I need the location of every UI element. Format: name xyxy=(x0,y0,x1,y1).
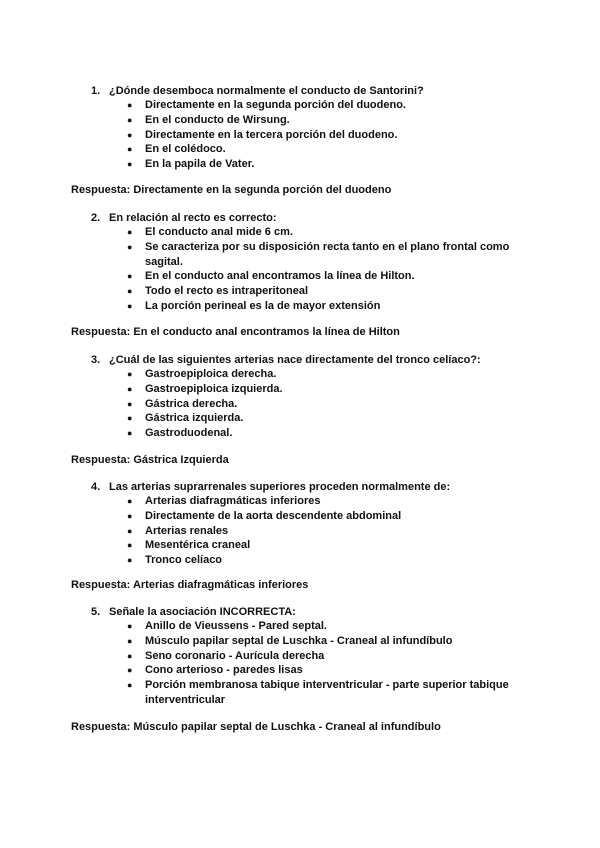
bullet-icon: ● xyxy=(127,114,133,125)
option-text: Porción membranosa tabique interventricular - parte superior tabique interventricular xyxy=(145,679,509,706)
option-text: En el conducto de Wirsung. xyxy=(145,113,290,126)
bullet-icon: ● xyxy=(127,428,133,439)
bullet-icon: ● xyxy=(127,680,133,691)
question-number: 3. xyxy=(91,354,101,366)
option-item xyxy=(127,240,527,270)
bullet-icon: ● xyxy=(127,369,133,379)
options-list-3 xyxy=(127,367,527,441)
option-text: En el conducto anal encontramos la línea de Hilton. xyxy=(145,270,415,283)
option-text: Cono arterioso - paredes lisas xyxy=(145,664,303,677)
bullet-icon: ● xyxy=(127,144,133,155)
question-text: Las arterias suprarrenales superiores proceden normalmente de: xyxy=(109,481,451,493)
bullet-icon: ● xyxy=(127,650,133,661)
option-text: El conducto anal mide 6 cm. xyxy=(145,226,293,238)
option-text: La porción perineal es la de mayor extensión xyxy=(145,299,381,312)
option-text: Anillo de Vieussens - Pared septal. xyxy=(145,620,327,632)
option-item xyxy=(127,678,527,708)
bullet-icon: ● xyxy=(127,241,133,252)
bullet-icon: ● xyxy=(127,129,133,140)
options-list-1 xyxy=(127,98,527,172)
answer-5: Respuesta: Músculo papilar septal de Luschka - Craneal al infundíbulo xyxy=(71,721,441,733)
question-number: 2. xyxy=(91,212,101,224)
option-item xyxy=(127,382,527,397)
bullet-icon: ● xyxy=(127,621,133,631)
question-number: 5. xyxy=(91,606,101,618)
option-text: En el colédoco. xyxy=(145,143,226,156)
option-text: Directamente de la aorta descendente abdominal xyxy=(145,509,402,522)
option-text: Se caracteriza por su disposición recta tanto en el plano frontal como sagital. xyxy=(145,240,510,268)
answer-4: Respuesta: Arterias diafragmáticas inferiores xyxy=(71,579,309,591)
option-item xyxy=(127,299,527,314)
option-item xyxy=(127,128,527,143)
question-1 xyxy=(91,84,424,98)
options-list-2 xyxy=(127,225,527,314)
option-item xyxy=(127,397,527,412)
option-item xyxy=(127,538,527,553)
question-text: Señale la asociación INCORRECTA: xyxy=(109,606,296,618)
option-text: Arterias renales xyxy=(145,524,229,537)
question-5 xyxy=(91,605,296,619)
question-text: En relación al recto es correcto: xyxy=(109,212,277,224)
option-text: Seno coronario - Aurícula derecha xyxy=(145,649,325,662)
bullet-icon: ● xyxy=(127,286,133,297)
question-3 xyxy=(91,353,481,367)
question-2 xyxy=(91,211,277,225)
bullet-icon: ● xyxy=(127,398,133,409)
option-item xyxy=(127,225,527,240)
bullet-icon: ● xyxy=(127,540,133,551)
bullet-icon: ● xyxy=(127,665,133,676)
bullet-icon: ● xyxy=(127,510,133,521)
option-item xyxy=(127,269,527,284)
answer-1: Respuesta: Directamente en la segunda porción del duodeno xyxy=(71,184,392,196)
option-item xyxy=(127,509,527,524)
option-text: Todo el recto es intraperitoneal xyxy=(145,285,308,298)
bullet-icon: ● xyxy=(127,496,133,506)
options-list-4 xyxy=(127,494,527,568)
bullet-icon: ● xyxy=(127,555,133,566)
option-item xyxy=(127,284,527,299)
option-text: Gastroduodenal. xyxy=(145,427,233,440)
option-text: Tronco celíaco xyxy=(145,554,223,567)
option-text: Gástrica derecha. xyxy=(145,397,238,410)
question-4 xyxy=(91,480,450,494)
option-item xyxy=(127,142,527,157)
option-item xyxy=(127,649,527,664)
bullet-icon: ● xyxy=(127,227,133,237)
option-item xyxy=(127,157,527,172)
bullet-icon: ● xyxy=(127,159,133,170)
option-item xyxy=(127,426,527,441)
answer-2: Respuesta: En el conducto anal encontramos la línea de Hilton xyxy=(71,326,400,338)
bullet-icon: ● xyxy=(127,413,133,424)
bullet-icon: ● xyxy=(127,271,133,282)
option-item xyxy=(127,494,527,509)
option-text: Directamente en la segunda porción del duodeno. xyxy=(145,99,406,111)
question-text: ¿Dónde desemboca normalmente el conducto de Santorini? xyxy=(109,85,424,97)
option-text: Gástrica izquierda. xyxy=(145,412,244,425)
question-text: ¿Cuál de las siguientes arterias nace directamente del tronco celíaco?: xyxy=(109,354,481,366)
option-item xyxy=(127,367,527,382)
option-text: Gastroepiploica izquierda. xyxy=(145,382,283,395)
option-item xyxy=(127,619,527,634)
bullet-icon: ● xyxy=(127,383,133,394)
bullet-icon: ● xyxy=(127,525,133,536)
bullet-icon: ● xyxy=(127,300,133,311)
option-item xyxy=(127,663,527,678)
option-text: Gastroepiploica derecha. xyxy=(145,368,277,380)
bullet-icon: ● xyxy=(127,100,133,110)
question-number: 4. xyxy=(91,481,101,493)
option-item xyxy=(127,411,527,426)
option-item xyxy=(127,524,527,539)
answer-3: Respuesta: Gástrica Izquierda xyxy=(71,454,229,466)
option-item xyxy=(127,113,527,128)
options-list-5 xyxy=(127,619,527,708)
option-item xyxy=(127,553,527,568)
option-text: En la papila de Vater. xyxy=(145,158,255,171)
option-item xyxy=(127,634,527,649)
option-text: Mesentérica craneal xyxy=(145,539,251,552)
option-text: Directamente en la tercera porción del duodeno. xyxy=(145,128,398,141)
option-item xyxy=(127,98,527,113)
option-text: Arterias diafragmáticas inferiores xyxy=(145,495,321,507)
bullet-icon: ● xyxy=(127,635,133,646)
option-text: Músculo papilar septal de Luschka - Craneal al infundíbulo xyxy=(145,634,453,647)
question-number: 1. xyxy=(91,85,101,97)
